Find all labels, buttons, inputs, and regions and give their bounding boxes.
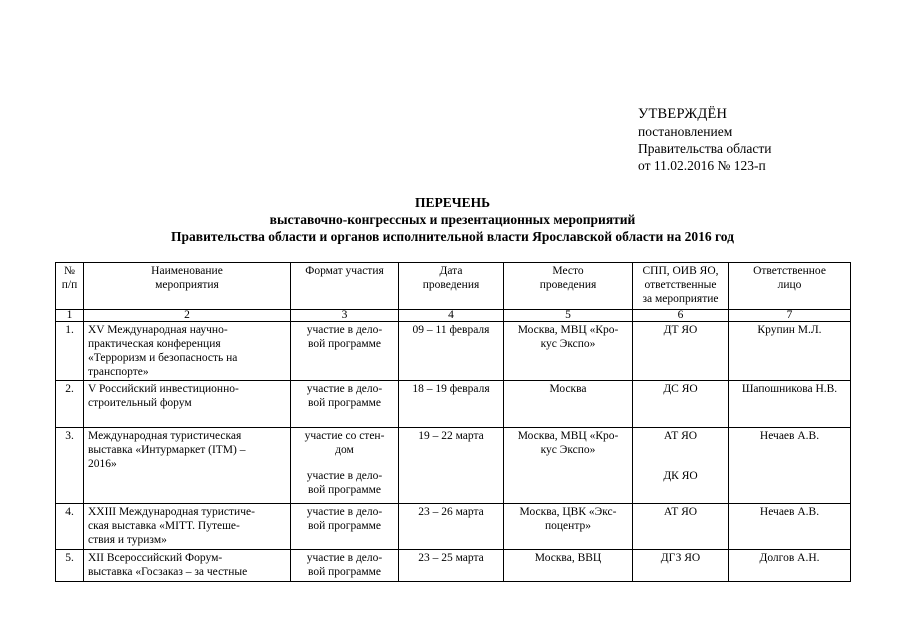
event-date: 19 – 22 марта bbox=[399, 428, 504, 504]
table-row bbox=[56, 381, 851, 428]
header-text: проведения bbox=[539, 279, 597, 291]
format-line: участие со стен- bbox=[304, 430, 385, 442]
place-line: Москва, ВВЦ bbox=[534, 552, 602, 564]
event-name-line: выставка «Интурмаркет (ITM) – bbox=[88, 444, 246, 456]
organization-line: ДТ ЯО bbox=[663, 324, 698, 336]
event-name-line: транспорте» bbox=[88, 366, 149, 378]
row-number: 3. bbox=[56, 428, 84, 504]
format-line: вой программе bbox=[307, 484, 381, 496]
organization-line: АТ ЯО bbox=[663, 430, 698, 442]
events-table bbox=[55, 262, 851, 582]
responsible-person: Шапошникова Н.В. bbox=[729, 381, 851, 428]
event-date: 18 – 19 февраля bbox=[399, 381, 504, 428]
place-line: Москва, МВЦ «Кро- bbox=[517, 430, 619, 442]
event-date: 23 – 26 марта bbox=[399, 504, 504, 550]
event-date: 09 – 11 февраля bbox=[399, 322, 504, 381]
format-line: вой программе bbox=[307, 397, 381, 409]
column-number: 2 bbox=[84, 310, 291, 322]
event-place bbox=[504, 322, 633, 381]
event-place bbox=[504, 550, 633, 582]
table-row bbox=[56, 428, 851, 504]
event-name-line: XXIII Международная туристиче- bbox=[88, 506, 255, 518]
event-date: 23 – 25 марта bbox=[399, 550, 504, 582]
format-line: участие в дело- bbox=[306, 552, 383, 564]
approval-stamp bbox=[638, 106, 888, 174]
participation-format bbox=[291, 322, 399, 381]
event-name-line: XV Международная научно- bbox=[88, 324, 228, 336]
header-cell-date bbox=[399, 263, 504, 310]
event-name bbox=[84, 504, 291, 550]
header-cell-person bbox=[729, 263, 851, 310]
place-line: Москва bbox=[549, 383, 587, 395]
place-line: Москва, ЦВК «Экс- bbox=[519, 506, 617, 518]
format-line: дом bbox=[335, 444, 354, 456]
place-line: кус Экспо» bbox=[540, 338, 596, 350]
row-number: 1. bbox=[56, 322, 84, 381]
approval-line: постановлением bbox=[638, 124, 733, 139]
participation-format bbox=[291, 428, 399, 504]
event-name-line: Международная туристическая bbox=[88, 430, 242, 442]
responsible-person: Долгов А.Н. bbox=[729, 550, 851, 582]
header-text: Ответственное bbox=[753, 265, 826, 277]
place-line: Москва, МВЦ «Кро- bbox=[517, 324, 619, 336]
format-spacer bbox=[295, 457, 394, 469]
responsible-organization bbox=[633, 381, 729, 428]
header-text: ответственные bbox=[644, 279, 717, 291]
responsible-person: Нечаев А.В. bbox=[729, 428, 851, 504]
event-name-line: XII Всероссийский Форум- bbox=[88, 552, 223, 564]
responsible-person: Нечаев А.В. bbox=[729, 504, 851, 550]
organization-line: ДГЗ ЯО bbox=[660, 552, 701, 564]
event-name-line: выставка «Госзаказ – за честные bbox=[88, 566, 248, 578]
approval-date: от 11.02.2016 № 123-п bbox=[638, 158, 766, 173]
document-subtitle: выставочно-конгрессных и презентационных мероприятий bbox=[269, 212, 636, 227]
event-name bbox=[84, 428, 291, 504]
event-name-line: 2016» bbox=[88, 458, 117, 470]
table-row bbox=[56, 550, 851, 582]
organization-line: ДС ЯО bbox=[663, 383, 698, 395]
document-title: ПЕРЕЧЕНЬ bbox=[414, 195, 491, 210]
column-number: 3 bbox=[291, 310, 399, 322]
column-number: 4 bbox=[399, 310, 504, 322]
event-name-line: ская выставка «MITT. Путеше- bbox=[88, 520, 240, 532]
responsible-organization bbox=[633, 504, 729, 550]
row-number: 2. bbox=[56, 381, 84, 428]
event-name-line: V Российский инвестиционно- bbox=[88, 383, 239, 395]
header-text: мероприятия bbox=[155, 279, 219, 291]
table-row bbox=[56, 322, 851, 381]
format-line: участие в дело- bbox=[306, 383, 383, 395]
event-name-line: практическая конференция bbox=[88, 338, 221, 350]
approval-line: Правительства области bbox=[638, 141, 772, 156]
event-name-line: ствия и туризм» bbox=[88, 534, 167, 546]
format-line: участие в дело- bbox=[306, 506, 383, 518]
document-heading bbox=[0, 194, 905, 245]
organization-line: ДК ЯО bbox=[663, 470, 698, 482]
header-cell-place bbox=[504, 263, 633, 310]
header-text: Формат участия bbox=[305, 265, 384, 277]
header-text: Дата bbox=[439, 265, 463, 277]
header-text: лицо bbox=[777, 279, 802, 291]
participation-format bbox=[291, 550, 399, 582]
document-subtitle: Правительства области и органов исполнительной власти Ярославской области на 2016 год bbox=[171, 229, 734, 244]
responsible-organization bbox=[633, 322, 729, 381]
column-number: 6 bbox=[633, 310, 729, 322]
row-number: 5. bbox=[56, 550, 84, 582]
header-text: Место bbox=[552, 265, 584, 277]
header-text: Наименование bbox=[151, 265, 223, 277]
organization-line: АТ ЯО bbox=[663, 506, 698, 518]
format-line: вой программе bbox=[307, 520, 381, 532]
responsible-organization bbox=[633, 550, 729, 582]
event-place bbox=[504, 381, 633, 428]
header-text: СПП, ОИВ ЯО, bbox=[642, 265, 719, 277]
place-line: поцентр» bbox=[545, 520, 591, 532]
participation-format bbox=[291, 504, 399, 550]
header-text: за мероприятие bbox=[642, 293, 719, 305]
header-cell-format bbox=[291, 263, 399, 310]
event-name bbox=[84, 550, 291, 582]
event-name bbox=[84, 322, 291, 381]
event-name-line: «Терроризм и безопасность на bbox=[88, 352, 238, 364]
event-place bbox=[504, 428, 633, 504]
table-row bbox=[56, 504, 851, 550]
place-line: кус Экспо» bbox=[540, 444, 596, 456]
header-text: проведения bbox=[422, 279, 480, 291]
approval-title: УТВЕРЖДЁН bbox=[638, 106, 728, 122]
event-name-line: строительный форум bbox=[88, 397, 192, 409]
responsible-organization bbox=[633, 428, 729, 504]
row-number: 4. bbox=[56, 504, 84, 550]
column-number: 5 bbox=[504, 310, 633, 322]
column-number: 1 bbox=[56, 310, 84, 322]
event-place bbox=[504, 504, 633, 550]
format-line: вой программе bbox=[307, 338, 381, 350]
format-line: вой программе bbox=[307, 566, 381, 578]
header-cell-name bbox=[84, 263, 291, 310]
header-cell-organization bbox=[633, 263, 729, 310]
column-number-row bbox=[56, 310, 851, 322]
responsible-person: Крупин М.Л. bbox=[729, 322, 851, 381]
participation-format bbox=[291, 381, 399, 428]
header-cell-number bbox=[56, 263, 84, 310]
organization-spacer bbox=[637, 443, 724, 469]
table-header-row bbox=[56, 263, 851, 310]
column-number: 7 bbox=[729, 310, 851, 322]
header-text: п/п bbox=[61, 279, 78, 291]
format-line: участие в дело- bbox=[306, 324, 383, 336]
event-name bbox=[84, 381, 291, 428]
format-line: участие в дело- bbox=[306, 470, 383, 482]
header-text: № bbox=[64, 265, 75, 277]
